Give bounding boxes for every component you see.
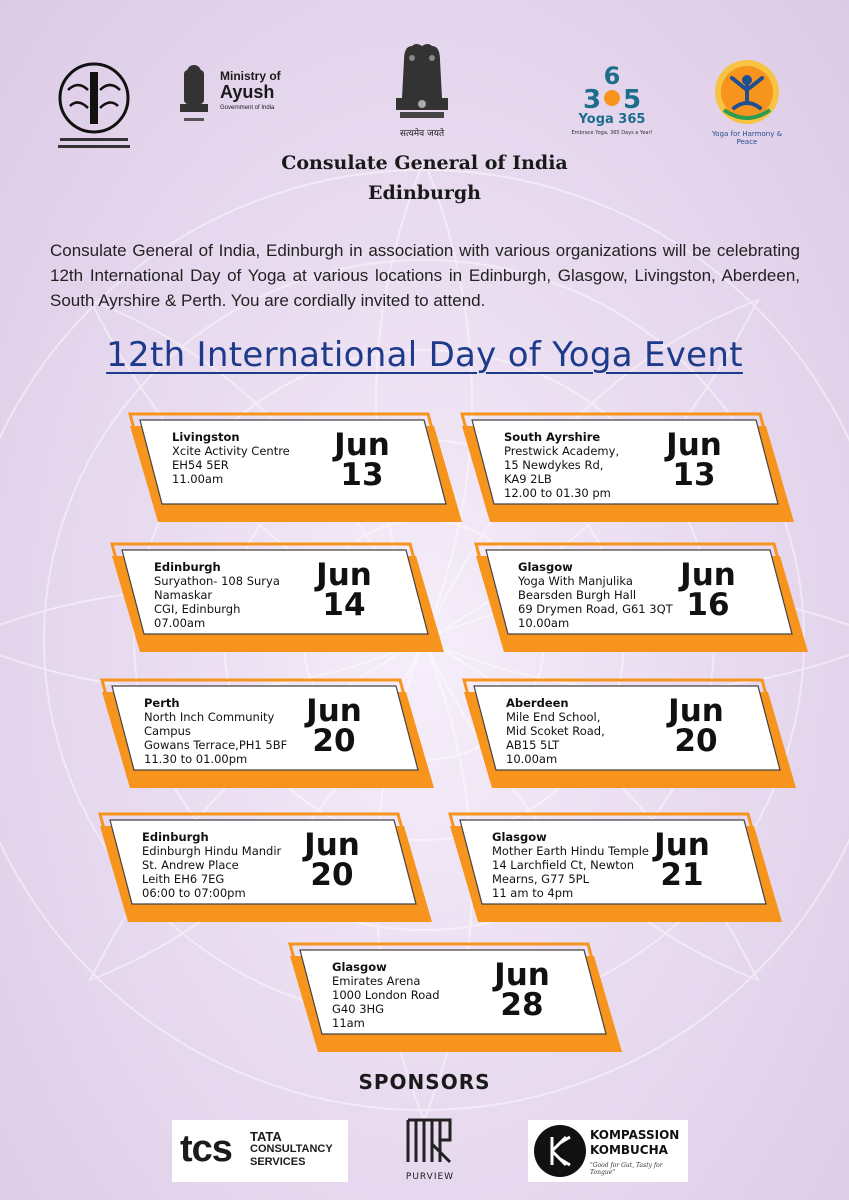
purview-label: PURVIEW [405, 1172, 455, 1182]
event-date [632, 827, 732, 893]
svg-text:6: 6 [603, 62, 621, 90]
event-detail: Namaskar [154, 588, 213, 602]
event-date [312, 427, 412, 493]
event-detail: Xcite Activity Centre [172, 444, 290, 458]
event-day: 20 [310, 857, 354, 893]
event-detail: G40 3HG [332, 1002, 385, 1016]
tcs-mark: tcs [180, 1128, 232, 1170]
national-emblem [382, 40, 462, 140]
event-detail: 07.00am [154, 616, 206, 630]
event-card [112, 686, 412, 776]
event-month: Jun [304, 827, 360, 863]
event-city: South Ayrshire [504, 430, 601, 444]
ayush-line1: Ministry of [220, 69, 281, 83]
idy-logo [706, 56, 788, 146]
event-date [658, 557, 758, 623]
event-card [110, 820, 410, 910]
event-detail: 11.30 to 01.00pm [144, 752, 248, 766]
event-detail: AB15 5LT [506, 738, 560, 752]
yoga-365-title: Yoga 365 [578, 112, 646, 127]
sponsor-purview [398, 1114, 462, 1190]
event-heading: 12th International Day of Yoga Event [106, 335, 743, 375]
event-detail: 10.00am [506, 752, 558, 766]
event-detail: 14 Larchfield Ct, Newton [492, 858, 635, 872]
intro-paragraph: Consulate General of India, Edinburgh in association with various organizations will be celebrating 12th International Day of Yoga at various locations in Edinburgh, Glasgow, Livingston, Aberdeen, South Ayrshire & Perth. You are cordially invited to attend. [50, 241, 800, 310]
event-detail: North Inch Community [144, 710, 275, 724]
event-city: Edinburgh [142, 830, 209, 844]
event-day: 21 [660, 857, 704, 893]
event-detail: 69 Drymen Road, G61 3QT [518, 602, 673, 616]
event-city: Glasgow [518, 560, 573, 574]
event-detail: 1000 London Road [332, 988, 440, 1002]
event-detail: 12.00 to 01.30 pm [504, 486, 611, 500]
event-detail: 10.00am [518, 616, 570, 630]
event-city: Glasgow [332, 960, 387, 974]
event-city: Edinburgh [154, 560, 221, 574]
event-detail: Suryathon- 108 Surya [154, 574, 280, 588]
event-day: 13 [340, 457, 384, 493]
event-card [474, 686, 774, 776]
event-date [472, 957, 572, 1023]
event-detail: Yoga With Manjulika [518, 574, 633, 588]
event-detail: Prestwick Academy, [504, 444, 620, 458]
event-date [282, 827, 382, 893]
event-detail: 15 Newdykes Rd, [504, 458, 604, 472]
event-card [460, 820, 760, 910]
event-month: Jun [680, 557, 736, 593]
event-detail: Mearns, G77 5PL [492, 872, 590, 886]
iccr-logo [52, 60, 136, 152]
ayush-line2: Ayush [220, 82, 275, 102]
yoga-365-tagline: Embrace Yoga, 365 Days a Year! [571, 130, 653, 136]
event-day: 20 [312, 723, 356, 759]
event-card [140, 420, 440, 510]
event-month: Jun [306, 693, 362, 729]
event-month: Jun [654, 827, 710, 863]
event-detail: Gowans Terrace,PH1 5BF [144, 738, 288, 752]
ministry-of-ayush-logo [176, 58, 286, 138]
event-month: Jun [316, 557, 372, 593]
tcs-line3: SERVICES [250, 1156, 306, 1168]
event-month: Jun [494, 957, 550, 993]
event-detail: Bearsden Burgh Hall [518, 588, 637, 602]
event-date [284, 693, 384, 759]
kombucha-line1: KOMPASSION [590, 1128, 680, 1142]
ayush-line3: Government of India [220, 105, 275, 111]
event-detail: Mid Scoket Road, [506, 724, 605, 738]
svg-text:5: 5 [622, 85, 642, 114]
event-city: Livingston [172, 430, 240, 444]
event-detail: CGI, Edinburgh [154, 602, 241, 616]
event-month: Jun [666, 427, 722, 463]
event-city: Aberdeen [506, 696, 569, 710]
event-day: 16 [686, 587, 730, 623]
event-detail: Edinburgh Hindu Mandir [142, 844, 282, 858]
event-detail: Mother Earth Hindu Temple [492, 844, 650, 858]
event-city: Perth [144, 696, 180, 710]
event-card [122, 550, 422, 640]
event-detail: 11.00am [172, 472, 224, 486]
event-month: Jun [668, 693, 724, 729]
event-card [486, 550, 786, 640]
sponsor-kompassion-kombucha [528, 1120, 688, 1182]
event-detail: Mile End School, [506, 710, 601, 724]
kombucha-line2: KOMBUCHA [590, 1143, 668, 1157]
event-date [646, 693, 746, 759]
sponsor-tcs [172, 1120, 348, 1182]
org-name: Consulate General of India [281, 152, 568, 174]
event-day: 14 [322, 587, 366, 623]
event-date [294, 557, 394, 623]
event-city: Glasgow [492, 830, 547, 844]
tcs-line2: CONSULTANCY [250, 1143, 333, 1155]
event-detail: Leith EH6 7EG [142, 872, 225, 886]
event-detail: KA9 2LB [504, 472, 552, 486]
event-day: 13 [672, 457, 716, 493]
yoga-365-logo [572, 58, 652, 140]
event-detail: Emirates Arena [332, 974, 421, 988]
idy-tagline: Yoga for Harmony & Peace [711, 130, 783, 146]
event-detail: Campus [144, 724, 191, 738]
event-card [300, 950, 600, 1040]
event-detail: EH54 5ER [172, 458, 229, 472]
kombucha-tagline: "Good for Gut, Tasty for Tongue" [590, 1162, 663, 1176]
kombucha-icon [532, 1123, 588, 1179]
event-month: Jun [334, 427, 390, 463]
emblem-motto: सत्यमेव जयते [399, 129, 445, 139]
event-detail: 11am [332, 1016, 365, 1030]
purview-icon [398, 1114, 462, 1168]
event-detail: 06:00 to 07:00pm [142, 886, 246, 900]
event-day: 20 [674, 723, 718, 759]
sponsors-title: SPONSORS [358, 1070, 491, 1094]
event-detail: 11 am to 4pm [492, 886, 574, 900]
tcs-line1: TATA [250, 1129, 282, 1144]
event-card [472, 420, 772, 510]
event-detail: St. Andrew Place [142, 858, 239, 872]
org-location: Edinburgh [367, 182, 481, 204]
event-date [644, 427, 744, 493]
svg-text:3: 3 [582, 85, 602, 114]
event-day: 28 [500, 987, 544, 1023]
